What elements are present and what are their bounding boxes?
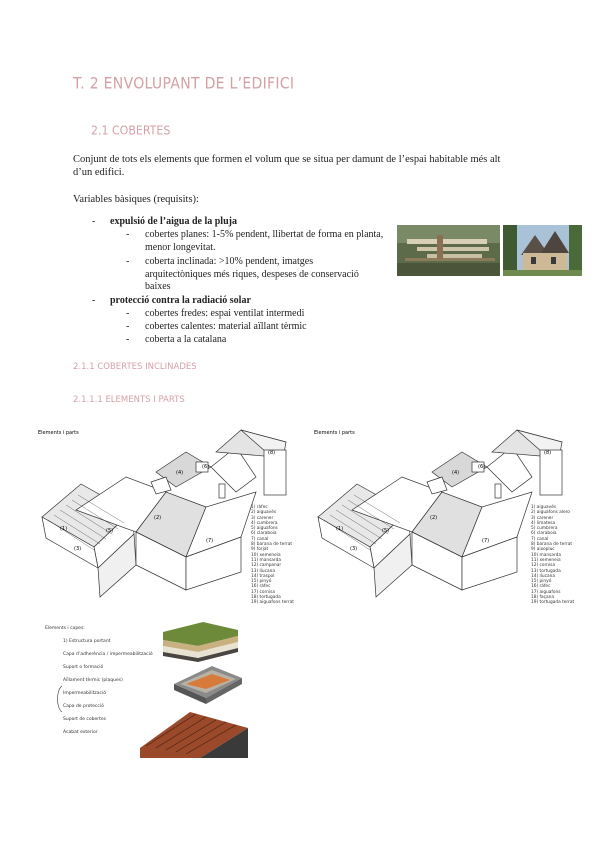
bracket-mark — [54, 684, 64, 714]
subsubsection-heading: 2.1.1.1 ELEMENTS I PARTS — [73, 395, 185, 405]
bullet-item-cold-roofs: cobertes fredes: espai ventilat intermedi — [145, 308, 305, 319]
sub-dash: - — [126, 334, 130, 345]
sub-dash: - — [126, 321, 130, 332]
sub-dash: - — [126, 256, 130, 267]
bullet-heading-rain: expulsió de l’aigua de la pluja — [110, 216, 237, 227]
bullet-item-flat-roofs: cobertes planes: 1-5% pendent, llibertat de forma en planta, menor longevitat. — [145, 229, 384, 253]
diagram-right-legend: 1) aiguavés 2) aiguafons alero 3) carener 4) limatesa 5) cumbrera 6) claraboia 7) canal 8) barana de terrat 9) aixopluc 10) mansarda 11) xemeneia 12) cornisa 13) tortugada 14) llucana 15) pinyó 16) ràfec 17) aiguafons 18) façana 19) tortugada terrat — [531, 505, 575, 606]
svg-text:(7): (7) — [206, 538, 214, 544]
layer-item: Suport de cobertes — [63, 717, 106, 722]
bullet-item-warm-roofs: cobertes calentes: material aïllant tèrmic — [145, 321, 307, 332]
section-heading: 2.1 COBERTES — [91, 123, 171, 138]
diagram-left-title: Elements i parts — [38, 430, 79, 436]
fallingwater-photo — [397, 225, 500, 276]
diagram-left-legend: 1) ràfec 2) aiguavés 3) carener 4) cumbrera 5) aiguafons 6) claraboia 7) canal 8) barana de terrat 9) forjat 10) xemeneia 11) mansarda 12) campanar 13) llucana 14) traspol 15) pinyó 16) ràfec 17) cornisa 18) tortugada 19) aiguafons terrat — [251, 505, 294, 606]
variables-label: Variables bàsiques (requisits): — [73, 194, 199, 205]
svg-text:(5): (5) — [106, 528, 114, 534]
intro-paragraph: Conjunt de tots els elements que formen el volum que se situa per damunt de l’espai habitable més alt d’un edifici. — [73, 154, 501, 178]
svg-text:(5): (5) — [382, 528, 390, 534]
layer-item: Capa de protecció — [63, 704, 104, 709]
svg-text:(1): (1) — [336, 526, 344, 532]
svg-text:(6): (6) — [478, 464, 486, 470]
svg-text:(4): (4) — [452, 470, 460, 476]
bullet-dash: - — [92, 216, 96, 227]
roof-insulation-photo — [172, 664, 244, 704]
svg-text:(3): (3) — [350, 546, 358, 552]
svg-text:(8): (8) — [544, 450, 552, 456]
diagram-right-title: Elements i parts — [314, 430, 355, 436]
svg-text:(4): (4) — [176, 470, 184, 476]
page-title: T. 2 ENVOLUPANT DE L’EDIFICI — [73, 74, 295, 94]
sub-dash: - — [126, 308, 130, 319]
layer-item: 1) Estructura portant — [63, 639, 111, 644]
layer-item: Impermeabilització — [63, 691, 106, 696]
roof-tiles-photo — [140, 708, 248, 758]
gothic-house-photo — [503, 225, 582, 276]
roof-layers-photo — [163, 622, 238, 662]
sub-dash: - — [126, 229, 130, 240]
svg-text:(3): (3) — [74, 546, 82, 552]
bullet-dash: - — [92, 295, 96, 306]
layer-item: Suport o formació — [63, 665, 104, 670]
svg-text:(1): (1) — [60, 526, 68, 532]
svg-text:(2): (2) — [154, 515, 162, 521]
svg-text:(8): (8) — [268, 450, 276, 456]
layer-item: Aïllament tèrmic (plaques) — [63, 678, 123, 683]
svg-text:(7): (7) — [482, 538, 490, 544]
svg-text:(2): (2) — [430, 515, 438, 521]
layer-item: Acabat exterior — [63, 730, 98, 735]
svg-text:(6): (6) — [202, 464, 210, 470]
bullet-item-catalan-roof: coberta a la catalana — [145, 334, 227, 345]
layer-item: Capa d’adherència / impermeabilització — [63, 652, 153, 657]
layers-title: Elements i capes: — [45, 626, 85, 631]
bullet-heading-solar: protecció contra la radiació solar — [110, 295, 251, 306]
subsection-heading: 2.1.1 COBERTES INCLINADES — [73, 362, 197, 372]
bullet-item-pitched-roofs: coberta inclinada: >10% pendent, imatges arquitectòniques més riques, despeses de conservació baixes — [145, 256, 359, 292]
